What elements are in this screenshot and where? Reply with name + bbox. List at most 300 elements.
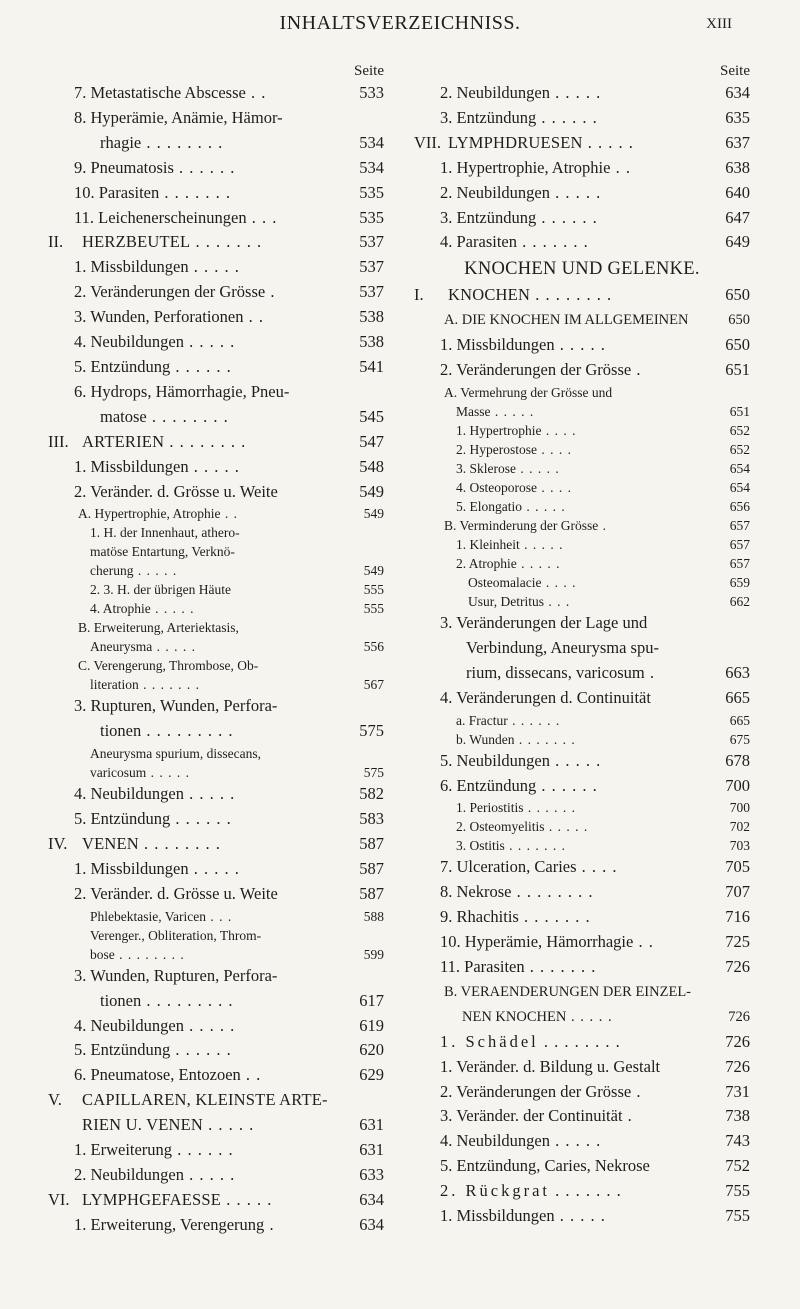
leader-dots: . . . . . . . (524, 957, 597, 977)
page-number-ref: 620 (359, 1040, 384, 1060)
toc-entry (414, 497, 750, 516)
toc-entry-label (456, 817, 716, 836)
toc-entry-label (90, 637, 350, 656)
leader-dots: . . . . . (188, 257, 240, 277)
toc-entry (414, 955, 750, 980)
entry-text: C. Verengerung, Thrombose, Ob- (78, 658, 259, 674)
entry-text: 6. Pneumatose, Entozoen (74, 1065, 241, 1085)
page-number-ref: 652 (729, 441, 750, 457)
page-number-ref: 752 (725, 1156, 750, 1176)
entry-text: varicosum (90, 765, 147, 781)
entry-text: 3. Entzündung (440, 107, 537, 127)
toc-entry-label (74, 1213, 350, 1238)
toc-entry-label (48, 430, 350, 455)
page-number-ref: 725 (725, 932, 750, 952)
toc-entry (414, 1204, 750, 1229)
page-number-ref: 548 (359, 456, 384, 476)
entry-text: 2. Hyperostose (456, 441, 537, 457)
page-number-ref: 726 (725, 957, 750, 977)
toc-entry (414, 774, 750, 799)
toc-entry (48, 206, 384, 231)
entry-text: 8. Nekrose (440, 882, 512, 902)
page-number-ref: 703 (729, 838, 750, 854)
toc-entry (48, 255, 384, 280)
toc-entry (414, 880, 750, 905)
toc-entry-label (48, 230, 350, 255)
leader-dots: . . . . . . . (159, 182, 231, 202)
entry-text: 3. Wunden, Perforationen (74, 307, 244, 327)
toc-entry-label (440, 333, 716, 358)
toc-entry (414, 1005, 750, 1030)
entry-text: rhagie (100, 132, 142, 152)
leader-dots: . . . . . (549, 182, 602, 202)
toc-entry-label (456, 421, 716, 440)
toc-entry (414, 421, 750, 440)
roman-numeral: VII. (414, 132, 442, 152)
page-number-ref: 731 (725, 1081, 750, 1101)
toc-entry (414, 836, 750, 855)
toc-entry-label (456, 535, 716, 554)
page-number-ref: 588 (363, 908, 384, 924)
toc-entry-label (74, 480, 350, 505)
leader-dots: . . . . . . (170, 1040, 232, 1060)
toc-entry (414, 1154, 750, 1179)
entry-text: ARTERIEN (82, 431, 165, 451)
leader-dots: . . (220, 506, 238, 522)
leader-dots: . . . . . . . (514, 731, 576, 747)
toc-entry-label (440, 855, 716, 880)
page-number-ref: 555 (363, 601, 384, 617)
toc-entry-label (440, 749, 716, 774)
leader-dots: . . (245, 83, 267, 102)
entry-text: Osteomalacie (468, 574, 542, 590)
page-number-ref: 665 (725, 687, 750, 707)
leader-dots: . . . . . (522, 498, 566, 514)
toc-entry-label (90, 926, 384, 945)
toc-entry-label (90, 561, 350, 580)
entry-text: 4. Osteoporose (456, 479, 537, 495)
page-number-ref: 617 (359, 990, 384, 1010)
toc-entry (414, 1030, 750, 1055)
page-header (0, 12, 800, 42)
page-number-ref: 663 (725, 662, 750, 682)
page-number-ref: 575 (363, 765, 384, 781)
toc-entry (414, 1129, 750, 1154)
toc-entry (48, 599, 384, 618)
page-number-ref: 654 (729, 479, 750, 495)
page-number-ref: 707 (725, 882, 750, 902)
toc-entry-label (90, 945, 350, 964)
toc-entry-label (440, 106, 716, 131)
toc-entry (414, 636, 750, 661)
toc-column-left (48, 62, 384, 1238)
entry-text: 8. Hyperämie, Anämie, Hämor- (74, 107, 283, 127)
toc-entry-label (440, 686, 716, 711)
toc-entry (48, 305, 384, 330)
entry-text: 2. Rückgrat (440, 1181, 550, 1201)
leader-dots: . . . . (541, 574, 577, 590)
entry-text: 3. Entzündung (440, 207, 537, 227)
page-number-ref: 637 (725, 132, 750, 152)
entry-text: 2. Neubildungen (74, 1165, 184, 1184)
leader-dots: . . . . . (554, 335, 606, 355)
entry-text: 2. Veränder. d. Grösse u. Weite (74, 481, 278, 501)
page-number-ref: 634 (359, 1189, 384, 1209)
page-number-ref: 587 (359, 858, 384, 878)
toc-entry-label (414, 255, 750, 283)
toc-entry-label (90, 599, 350, 618)
toc-entry-label (74, 857, 350, 882)
entry-text: 11. Leichenerscheinungen (74, 207, 247, 227)
leader-dots: . . . . . . (536, 775, 598, 795)
page-number-ref: 634 (359, 1214, 384, 1234)
leader-dots: . . . . . . . . (164, 431, 247, 451)
entry-text: 7. Ulceration, Caries (440, 857, 577, 877)
toc-entry-label (74, 782, 350, 807)
entry-text: 1. Missbildungen (74, 257, 189, 277)
toc-entry (414, 283, 750, 308)
leader-dots: . . . . . . (523, 800, 577, 816)
leader-dots: . . . . . . (172, 1140, 234, 1160)
page-number-ref: 599 (363, 946, 384, 962)
page-number-ref: 657 (729, 555, 750, 571)
leader-dots: . . (633, 932, 654, 952)
toc-entry-label (74, 106, 384, 131)
entry-text: Phlebektasie, Varicen (90, 908, 206, 924)
toc-entry-label (74, 156, 350, 181)
toc-entry (48, 561, 384, 580)
entry-text: 4. Neubildungen (74, 1015, 184, 1035)
leader-dots: . . . . . (183, 784, 236, 804)
toc-entry (48, 1188, 384, 1213)
toc-entry-label (74, 1014, 350, 1039)
toc-entry-label (440, 636, 750, 661)
entry-text: B. VERAENDERUNGEN DER EINZEL- (444, 983, 692, 1000)
toc-entry (48, 355, 384, 380)
entry-text: 10. Parasiten (74, 182, 160, 202)
toc-entry (414, 611, 750, 636)
entry-text: 5. Entzündung, Caries, Nekrose (440, 1156, 650, 1176)
toc-entry-label (90, 580, 350, 599)
toc-entry (414, 308, 750, 333)
leader-dots: . (264, 1214, 275, 1234)
roman-numeral: III. (48, 431, 69, 451)
page-number-ref: 638 (725, 157, 750, 177)
leader-dots: . . . (246, 207, 278, 227)
page-number-ref: 555 (363, 582, 384, 598)
entry-text: A. Hypertrophie, Atrophie (78, 506, 221, 522)
entry-text: LYMPHDRUESEN (448, 132, 583, 152)
toc-entry (414, 181, 750, 206)
entry-text: 2. Veränderungen der Grösse (74, 282, 266, 302)
toc-entry (414, 798, 750, 817)
toc-entry (48, 230, 384, 255)
running-title: INHALTSVERZEICHNISS. (279, 12, 521, 34)
toc-entry (48, 964, 384, 989)
leader-dots: . . . . . (566, 1008, 613, 1025)
leader-dots: . . . . . (183, 332, 236, 352)
leader-dots: . . . . . (549, 1131, 602, 1151)
toc-entry-label (456, 798, 716, 817)
toc-entry (48, 430, 384, 455)
toc-entry (48, 156, 384, 181)
toc-entry-label (456, 402, 716, 421)
toc-entry-label (74, 455, 350, 480)
toc-entry-label (74, 989, 350, 1014)
entry-text: 1. Hypertrophie (456, 422, 542, 438)
leader-dots: . (265, 282, 276, 302)
page-number-ref: 700 (729, 800, 750, 816)
entry-text: LYMPHGEFAESSE (82, 1189, 222, 1209)
leader-dots: . . . . . (203, 1115, 255, 1135)
entry-text: 2. Osteomyelitis (456, 819, 545, 835)
page-number-ref: 549 (363, 563, 384, 579)
leader-dots: . . . . . . (536, 107, 598, 127)
toc-entry (48, 1213, 384, 1238)
leader-dots: . . . . . (582, 132, 634, 152)
entry-text: 1. Kleinheit (456, 536, 520, 552)
page-number-ref: 665 (729, 712, 750, 728)
entry-text: 11. Parasiten (440, 957, 525, 977)
toc-entry (414, 592, 750, 611)
entry-text: 2. Veränderungen der Grösse (440, 1081, 632, 1101)
toc-entry-label (456, 711, 716, 730)
entry-text: bose (90, 946, 115, 962)
toc-entry (414, 106, 750, 131)
toc-entry (48, 857, 384, 882)
leader-dots: . (631, 1081, 642, 1101)
page-number-ref: 549 (359, 481, 384, 501)
entry-text: 2. Atrophie (456, 555, 517, 571)
page-number-ref: 587 (359, 834, 384, 854)
toc-entry-label (468, 573, 716, 592)
entry-text: 5. Entzündung (74, 809, 171, 829)
entry-text: 4. Veränderungen d. Continuität (440, 687, 651, 707)
page-number-ref: 534 (359, 132, 384, 152)
toc-entry (414, 817, 750, 836)
roman-numeral: II. (48, 232, 64, 252)
toc-entry-label (78, 656, 384, 675)
toc-entry (414, 440, 750, 459)
toc-entry (48, 656, 384, 675)
entry-text: 1. Erweiterung (74, 1140, 173, 1160)
leader-dots: . . . . . (188, 456, 240, 476)
toc-entry (48, 480, 384, 505)
leader-dots: . . . . . (152, 639, 196, 655)
page-number-ref: 726 (725, 1056, 750, 1076)
leader-dots: . . . . . (516, 460, 560, 476)
toc-entry (48, 106, 384, 131)
page-number-ref: 533 (359, 83, 384, 102)
entry-text: 9. Rhachitis (440, 907, 519, 927)
toc-entry (48, 744, 384, 763)
toc-entry (414, 855, 750, 880)
toc-entry (48, 504, 384, 523)
toc-entry (48, 1014, 384, 1039)
toc-entry (48, 1063, 384, 1088)
entry-text: RIEN U. VENEN (82, 1115, 203, 1135)
leader-dots: . . . . (537, 479, 572, 495)
toc-entry (414, 930, 750, 955)
leader-dots: . . . . (576, 857, 618, 877)
leader-dots: . . . . . . . (190, 232, 263, 252)
toc-entry-label (74, 206, 350, 231)
entry-text: b. Wunden (456, 731, 515, 747)
toc-entry-label (440, 1154, 716, 1179)
toc-entry-label (440, 1204, 716, 1229)
toc-entry (414, 1104, 750, 1129)
toc-entry-label (468, 592, 716, 611)
toc-entry-label (456, 554, 716, 573)
toc-entry-label (90, 523, 384, 542)
roman-numeral: V. (48, 1090, 62, 1110)
entry-text: 1. Missbildungen (74, 456, 189, 476)
toc-entry-label (74, 131, 350, 156)
leader-dots: . . . . . . . . (146, 406, 229, 426)
entry-text: 1. Missbildungen (440, 1206, 555, 1226)
leader-dots: . . . . . . . (504, 838, 567, 854)
toc-entry (48, 1163, 384, 1188)
entry-text: KNOCHEN (448, 285, 531, 305)
entry-text: literation (90, 677, 139, 693)
leader-dots: . . . . . (221, 1189, 273, 1209)
toc-entry-label (414, 131, 716, 156)
toc-entry-label (440, 230, 716, 255)
toc-entry (48, 580, 384, 599)
seite-header: Seite (354, 63, 384, 79)
toc-entry (48, 455, 384, 480)
page-number: XIII (706, 16, 732, 32)
toc-entry (414, 131, 750, 156)
toc-entry (48, 832, 384, 857)
toc-entry (414, 478, 750, 497)
leader-dots: . . . (543, 593, 571, 609)
toc-entry-label (414, 283, 716, 308)
page-number-ref: 651 (725, 360, 750, 380)
toc-entry-label (48, 1088, 384, 1113)
toc-entry-label (90, 675, 350, 694)
page-number-ref: 743 (725, 1131, 750, 1151)
leader-dots: . . . . . (490, 403, 535, 419)
roman-numeral: IV. (48, 834, 68, 854)
entry-text: 4. Atrophie (90, 601, 151, 617)
leader-dots: . . . . . . (507, 712, 561, 728)
page-number-ref: 537 (359, 257, 384, 277)
toc-entry (48, 926, 384, 945)
page-number-ref: 650 (725, 335, 750, 355)
leader-dots: . . . . . . (170, 809, 232, 829)
toc-entry (414, 686, 750, 711)
leader-dots: . . . . . . . . (530, 285, 613, 305)
entry-text: a. Fractur (456, 712, 508, 728)
toc-entry (48, 131, 384, 156)
toc-entry (48, 280, 384, 305)
page-number-ref: 567 (363, 677, 384, 693)
page-number-ref: 541 (359, 356, 384, 376)
entry-text: 2. 3. H. der übrigen Häute (90, 582, 231, 598)
section-heading (414, 255, 750, 283)
toc-entry-label (74, 380, 384, 405)
toc-entry (48, 763, 384, 782)
leader-dots: . . . . . . (173, 157, 236, 177)
toc-entry-label (440, 661, 716, 686)
toc-entry-label (440, 1129, 716, 1154)
entry-text: cherung (90, 563, 134, 579)
entry-text: matöse Entartung, Verknö- (90, 544, 235, 560)
toc-entry-label (74, 1038, 350, 1063)
entry-text: 1. Periostitis (456, 800, 524, 816)
entry-text: 1. Veränder. d. Bildung u. Gestalt (440, 1056, 661, 1076)
entry-text: 4. Neubildungen (440, 1131, 550, 1151)
entry-text: 3. Wunden, Rupturen, Perfora- (74, 965, 278, 985)
page-number-ref: 675 (729, 731, 750, 747)
page-number-ref: 702 (729, 819, 750, 835)
toc-entry (48, 81, 384, 106)
leader-dots: . (598, 517, 607, 533)
toc-entry-label (74, 280, 350, 305)
page-number-ref: 545 (359, 406, 384, 426)
toc-entry (48, 807, 384, 832)
toc-entry-label (74, 719, 350, 744)
page-number-ref: 547 (359, 431, 384, 451)
toc-entry (414, 402, 750, 421)
toc-entry (48, 1088, 384, 1113)
toc-entry-label (74, 1163, 350, 1188)
entry-text: 5. Entzündung (74, 356, 171, 376)
toc-entry (48, 405, 384, 430)
leader-dots: . . . . . (188, 858, 240, 878)
page-number-ref: 535 (359, 207, 384, 227)
entry-text: 4. Neubildungen (74, 784, 184, 804)
page-number-ref: 635 (725, 107, 750, 127)
toc-entry-label (456, 459, 716, 478)
toc-entry (48, 637, 384, 656)
toc-entry-label (90, 542, 384, 561)
toc-entry-label (440, 206, 716, 231)
page-number-ref: 631 (359, 1115, 384, 1135)
leader-dots: . . . . . (519, 536, 564, 552)
toc-entry-label (74, 305, 350, 330)
page-number-ref: 657 (729, 517, 750, 533)
toc-entry (48, 719, 384, 744)
page-number-ref: 535 (359, 182, 384, 202)
entry-text: Masse (456, 403, 491, 419)
toc-entry (48, 1113, 384, 1138)
toc-entry-label (440, 955, 716, 980)
toc-entry-label (74, 1138, 350, 1163)
page-number-ref: 657 (729, 536, 750, 552)
page-number-ref: 634 (725, 83, 750, 102)
leader-dots: . . . . . (150, 601, 195, 617)
leader-dots: . . . . . . . (138, 677, 200, 693)
entry-text: A. Vermehrung der Grösse und (444, 384, 613, 400)
toc-entry (414, 711, 750, 730)
toc-entry-label (90, 744, 384, 763)
page-number-ref: 652 (729, 422, 750, 438)
toc-entry (414, 383, 750, 402)
toc-entry-label (444, 980, 750, 1005)
page-number-ref: 629 (359, 1065, 384, 1085)
toc-entry-label (440, 81, 716, 106)
toc-entry-label (74, 964, 384, 989)
entry-text: B. Verminderung der Grösse (444, 517, 599, 533)
toc-entry (48, 945, 384, 964)
page-number-ref: 647 (725, 207, 750, 227)
page-number-ref: 537 (359, 232, 384, 252)
leader-dots: . . . . (541, 422, 577, 438)
toc-entry-label (444, 1005, 716, 1030)
leader-dots: . . . . . (133, 563, 178, 579)
